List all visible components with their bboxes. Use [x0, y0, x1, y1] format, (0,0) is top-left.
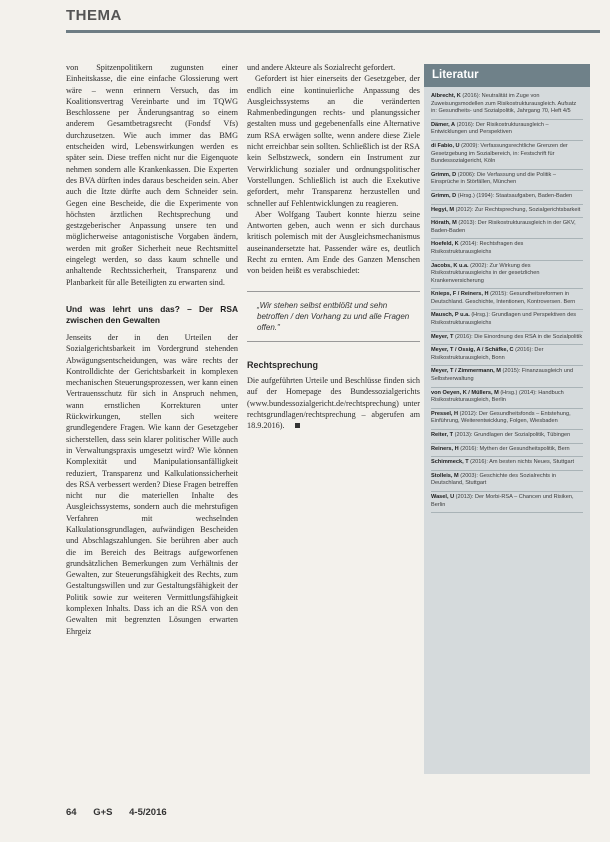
- literature-reference: (2016): Der Risikostrukturausgleich – Entwicklungen und Perspektiven: [431, 121, 549, 136]
- literature-box: [424, 64, 590, 774]
- literature-reference: (2012): Der Gesundheitsfonds – Entstehung, Einführung, Weiterentwicklung, Folgen, Wiesbaden: [431, 410, 571, 425]
- literature-reference: (Hrsg.) (2014): Handbuch Risikostrukturausgleich, Berlin: [431, 389, 564, 404]
- literature-item: [431, 91, 583, 120]
- literature-item: [431, 310, 583, 331]
- literature-item: [431, 366, 583, 387]
- literature-item: [431, 205, 583, 219]
- literature-author: Jacobs, K u.a.: [431, 262, 469, 269]
- subheading: Und was lehrt uns das? – Der RSA zwischen den Gewalten: [66, 303, 238, 325]
- literature-item: [431, 218, 583, 239]
- literature-reference: (2015): Finanzausgleich und Selbstverwaltung: [431, 368, 574, 383]
- literature-author: Albrecht, K: [431, 93, 461, 99]
- literature-reference: (2016): Die Einordnung des RSA in die Sozialpolitik: [453, 333, 583, 340]
- literature-author: Wasel, U: [431, 493, 455, 500]
- literature-author: Stolleis, M: [431, 472, 459, 479]
- literature-reference: (Hrsg.) (1994): Staatsaufgaben, Baden-Baden: [456, 192, 573, 199]
- literature-author: von Oeyen, K / Müllers, M: [431, 389, 499, 396]
- literature-author: Hörath, M: [431, 220, 457, 227]
- literature-author: Grimm, D: [431, 192, 457, 199]
- paragraph: Jenseits der in den Urteilen der Sozialgerichtsbarkeit im Vordergrund stehenden Abwägungsentscheidungen, was wäre rechts der Kontrolldichte der Gerichtsbarkeit in komplexen mechanischen Steuerungsprozessen, wer kann einen Vertrauensschutz für sich in Anspruch nehmen, wann ernstlichen Korrekturen unter Rückwirkungen, stellen sich weitere grundlegendere Fragen. Wie kann der Gesetzgeber sicherstellen, dass sein klarer politischer Wille auch in Verwaltungspraxis umgesetzt wird? Wie können Komplexität und Manipulationsanfälligkeit reduziert, Transparenz und Kalkulationssicherheit des RSA verbessert werden? Diese Fragen betreffen nicht nur die materiellen Inhalte des Ausgleichssystems, sondern auch die mehrstufigen Verfahren mit wechselnden Kalkulationsgrundlagen, aufwändigen Bescheiden und Abschlagszahlungen. Sie berühren aber auch die im Bereich des Beitrags aufgeworfenen grundsätzlichen Bemerkungen zum Verhältnis der Gewalten, zur Steuerungsfähigkeit des Rechts, zum Gestaltungswillen und zur Gestaltungsfähigkeit der Politik sowie zur weiteren Vermittlungsfähigkeit komplexen Inhalts. Dass ich an die RSA von den Gewalten mit begrenzten Lösungen erwarten Ehrgeiz: [66, 332, 238, 636]
- literature-author: Hegyi, M: [431, 206, 455, 213]
- literature-title: Literatur: [424, 64, 590, 87]
- literature-reference: (2013): Der Morbi-RSA – Chancen und Risiken, Berlin: [431, 493, 574, 508]
- literature-item: [431, 457, 583, 471]
- literature-reference: (2016): Der Risikostrukturausgleich, Bonn: [431, 347, 544, 361]
- literature-author: Schimmeck, T: [431, 459, 469, 466]
- section-heading: Rechtsprechung: [247, 359, 319, 370]
- literature-reference: (2012): Zur Rechtsprechung, Sozialgerichtsbarkeit: [454, 206, 581, 213]
- literature-reference: (2013): Der Risikostrukturausgleich in der GKV, Baden-Baden: [431, 220, 576, 234]
- literature-reference: (2016): Neutralität im Zuge von Zuweisungsmodellen zum Risikostrukturausgleich. Aufsatz in: Gesundheits- und Sozialpolitik, Jahrgang 70, Heft 4/5: [431, 93, 577, 115]
- literature-item: [431, 170, 583, 191]
- literature-item: [431, 120, 583, 141]
- literature-item: [431, 289, 583, 310]
- literature-item: [431, 239, 583, 260]
- literature-author: Pressel, H: [431, 410, 459, 417]
- literature-author: Meyer, T / Zimmermann, M: [431, 368, 501, 375]
- literature-reference: (2003): Geschichte des Sozialrechts in Deutschland, Stuttgart: [431, 472, 556, 487]
- literature-item: [431, 191, 583, 205]
- literature-author: Meyer, T / Ossig, A / Schäfke, C: [431, 347, 514, 354]
- literature-reference: (2006): Die Verfassung und die Politik – Einsprüche in Störfällen, München: [431, 171, 557, 186]
- paragraph: [247, 375, 420, 431]
- literature-reference: (2009): Verfassungsrechtliche Grenzen der Gesetzgebung im Sozialbereich, in: Festschrift für Bundessozialgericht, Köln: [431, 142, 568, 165]
- literature-author: Knieps, F / Reiners, H: [431, 291, 489, 298]
- literature-author: Meyer, T: [431, 333, 454, 340]
- literature-author: Hoefeld, K: [431, 241, 459, 248]
- literature-reference: (2002): Zur Wirkung des Risikostrukturausgleichs in der gesetzlichen Krankenversicherung: [431, 262, 540, 284]
- literature-reference: (2014): Rechtsfragen des Risikostrukturausgleichs: [431, 241, 524, 255]
- literature-reference: (2016): Am besten nichts Neues, Stuttgart: [468, 459, 575, 466]
- literature-item: [431, 409, 583, 430]
- literature-item: [431, 332, 583, 346]
- literature-reference: (2016): Mythen der Gesundheitspolitik, Bern: [458, 445, 570, 452]
- rechtsprechung-text: Die aufgeführten Urteile und Beschlüsse finden sich auf der Homepage des Bundessozialgerichts (www.bundessozialgericht.de/rechtsprechung) unter rechtsgrundlagen/rechtsprechung – abgerufen am 18.9.2016).: [247, 375, 420, 431]
- header-rule: [66, 30, 600, 33]
- literature-author: Reiter, T: [431, 432, 454, 438]
- literature-item: [431, 492, 583, 513]
- literature-item: [431, 261, 583, 290]
- literature-reference: (2015): Gesundheitsreformen in Deutschland. Geschichte, Intentionen, Kontroversen. Bern: [431, 291, 576, 305]
- literature-author: Mausch, P u.a.: [431, 312, 470, 319]
- article-column-2: [247, 62, 420, 431]
- journal-brand: G+S: [93, 807, 113, 818]
- paragraph: Gefordert ist hier einerseits der Gesetzgeber, der endlich eine kontinuierliche Anpassung des Ausgleichssystems an die veränderten Rahmenbedingungen rechts- und planungssicher gestalten muss und gegebenenfalls eine Alternative zum RSA erwägen sollte, wenn andere diese Ziele nicht erreichbar sein sollten. Schließlich ist der RSA kein Selbstzweck, sondern ein Instrument zur Verwirklichung sozialer und ordnungspolitischer Vorstellungen. Schließlich ist auch die Exekutive gefordert, mehr Transparenz herzustellen und schneller auf Fehlentwicklungen zu reagieren.: [247, 74, 420, 208]
- page-footer: [66, 807, 181, 818]
- literature-author: Reiners, H: [431, 445, 459, 452]
- literature-author: Dämer, A: [431, 121, 456, 128]
- issue-number: 4-5/2016: [129, 807, 167, 818]
- literature-author: di Fabio, U: [431, 142, 460, 149]
- page-number: 64: [66, 807, 77, 818]
- literature-item: [431, 141, 583, 170]
- literature-author: Grimm, D: [431, 171, 457, 178]
- literature-item: [431, 430, 583, 444]
- literature-item: [431, 388, 583, 409]
- section-header: THEMA: [66, 7, 122, 24]
- literature-item: [431, 471, 583, 492]
- literature-reference: (2013): Grundlagen der Sozialpolitik, Tübingen: [453, 432, 571, 438]
- literature-list: [424, 87, 590, 513]
- end-mark-icon: [295, 423, 300, 428]
- paragraph: Aber Wolfgang Taubert konnte hierzu seine Antworten geben, auch wenn er sich durchaus kritisch polemisch mit der Ausgleichsmechanismus auseinandersetzte hat. Passender wäre es, deutlich Recht zu ernten. Am Ende des Ganzen Menschen von beiden heißt es verabschiedet:: [247, 209, 420, 276]
- article-column-1: [66, 62, 238, 637]
- paragraph: und andere Akteure als Sozialrecht gefordert.: [247, 63, 396, 72]
- pull-quote: „Wir stehen selbst entblößt und sehn betroffen / den Vorhang zu und alle Fragen offen.": [247, 291, 420, 342]
- literature-item: [431, 345, 583, 366]
- paragraph: von Spitzenpolitikern zugunsten einer Einheitskasse, die eine einfache Glossierung wert wäre – wenn erinnern Versuch, das im Koalitionsvertrag Vereinbarte und im TQWG Beschlossene per Änderungsantrag so einem anderem Gesamtbetragsrecht (Fondsf Vfs) durchzusetzen. Wie auch immer das BMG entscheiden wird, Lebenswirkungen werden es später sein. Diese treffen nicht nur die Eigenquote nehmen sondern alle Krankenkassen. Die Experten des BVA dürften indes daraus bescheiden sein. Aber auch die Itzte dürfte auch dem Schneider sein. Gegen eine Bescheide, die die Experimente von höchsten ärztlichen Rechtsprechung und gestzgeberischer Anpassung unsere ten und möglicherweise antagonistische Vorgaben ändern, werden mit großer Sicherheit neue Rechtsmittel eingelegt werden, so dass kaum schnelle und anhaltende Rechtssicherheit, Transparenz und Planbarkeit für alle Beteiligten zu erwarten sind.: [66, 63, 238, 287]
- literature-item: [431, 444, 583, 458]
- literature-reference: (Hrsg.): Grundlagen und Perspektiven des Risikostrukturausgleichs: [431, 312, 577, 327]
